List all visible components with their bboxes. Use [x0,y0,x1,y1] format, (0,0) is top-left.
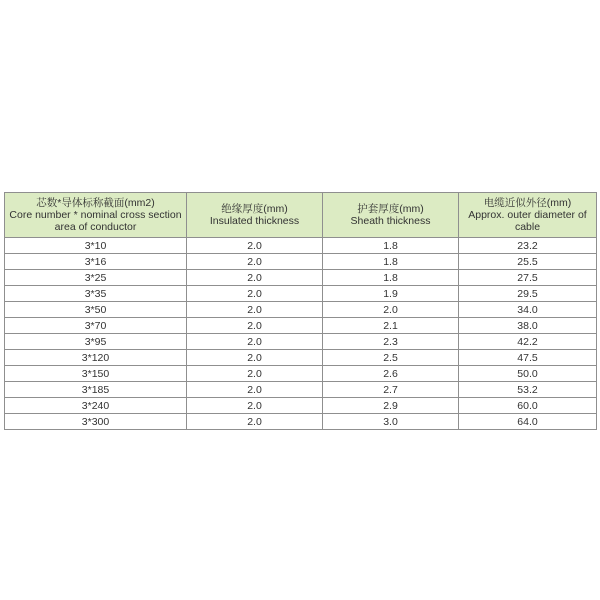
cell-insulated-thickness: 2.0 [187,350,323,366]
cell-insulated-thickness: 2.0 [187,302,323,318]
header-outer-diameter-en: Approx. outer diameter of cable [468,209,587,233]
cell-cross-section: 3*16 [5,254,187,270]
table-row [5,238,597,254]
cell-insulated-thickness: 2.0 [187,414,323,430]
cell-cross-section: 3*50 [5,302,187,318]
cell-sheath-thickness: 2.5 [323,350,459,366]
cell-sheath-thickness: 2.1 [323,318,459,334]
table-row [5,366,597,382]
cell-outer-diameter: 29.5 [459,286,597,302]
cell-outer-diameter: 34.0 [459,302,597,318]
table-row [5,318,597,334]
header-outer-diameter-zh: 电缆近似外径(mm) [483,197,572,209]
cell-sheath-thickness: 1.8 [323,238,459,254]
cell-outer-diameter: 53.2 [459,382,597,398]
cell-cross-section: 3*150 [5,366,187,382]
header-insulated-thickness-zh: 绝缘厚度(mm) [221,203,288,215]
cell-insulated-thickness: 2.0 [187,270,323,286]
header-outer-diameter [459,193,597,238]
cell-outer-diameter: 50.0 [459,366,597,382]
cell-sheath-thickness: 2.7 [323,382,459,398]
cell-insulated-thickness: 2.0 [187,286,323,302]
header-sheath-thickness-zh: 护套厚度(mm) [357,203,424,215]
table-row [5,270,597,286]
cell-outer-diameter: 60.0 [459,398,597,414]
cell-outer-diameter: 42.2 [459,334,597,350]
cell-sheath-thickness: 1.9 [323,286,459,302]
cell-sheath-thickness: 1.8 [323,270,459,286]
header-insulated-thickness-en: Insulated thickness [209,215,300,227]
header-cross-section-zh: 芯数*导体标称截面(mm2) [36,197,155,209]
header-sheath-thickness-en: Sheath thickness [350,215,431,227]
cell-cross-section: 3*120 [5,350,187,366]
cell-outer-diameter: 27.5 [459,270,597,286]
cell-insulated-thickness: 2.0 [187,318,323,334]
table-row [5,286,597,302]
cell-sheath-thickness: 1.8 [323,254,459,270]
table-row [5,398,597,414]
header-sheath-thickness [323,193,459,238]
cell-outer-diameter: 64.0 [459,414,597,430]
table-row [5,254,597,270]
header-cross-section [5,193,187,238]
cell-insulated-thickness: 2.0 [187,334,323,350]
cell-outer-diameter: 47.5 [459,350,597,366]
cell-outer-diameter: 25.5 [459,254,597,270]
cell-cross-section: 3*70 [5,318,187,334]
cell-cross-section: 3*10 [5,238,187,254]
table-row [5,414,597,430]
cell-cross-section: 3*25 [5,270,187,286]
cell-sheath-thickness: 2.6 [323,366,459,382]
cell-cross-section: 3*185 [5,382,187,398]
cell-sheath-thickness: 2.3 [323,334,459,350]
cell-cross-section: 3*300 [5,414,187,430]
cell-sheath-thickness: 2.0 [323,302,459,318]
cell-cross-section: 3*35 [5,286,187,302]
table-row [5,302,597,318]
cell-cross-section: 3*240 [5,398,187,414]
table-body [5,238,597,430]
cell-outer-diameter: 38.0 [459,318,597,334]
header-cross-section-en: Core number * nominal cross section area of conductor [9,209,182,233]
cell-sheath-thickness: 3.0 [323,414,459,430]
table-row [5,334,597,350]
cable-spec-table [4,192,597,430]
cell-insulated-thickness: 2.0 [187,254,323,270]
table-row [5,350,597,366]
cell-cross-section: 3*95 [5,334,187,350]
header-insulated-thickness [187,193,323,238]
cell-insulated-thickness: 2.0 [187,238,323,254]
cell-sheath-thickness: 2.9 [323,398,459,414]
cell-insulated-thickness: 2.0 [187,398,323,414]
table-header-row [5,193,597,238]
table-row [5,382,597,398]
cell-outer-diameter: 23.2 [459,238,597,254]
cell-insulated-thickness: 2.0 [187,382,323,398]
cell-insulated-thickness: 2.0 [187,366,323,382]
